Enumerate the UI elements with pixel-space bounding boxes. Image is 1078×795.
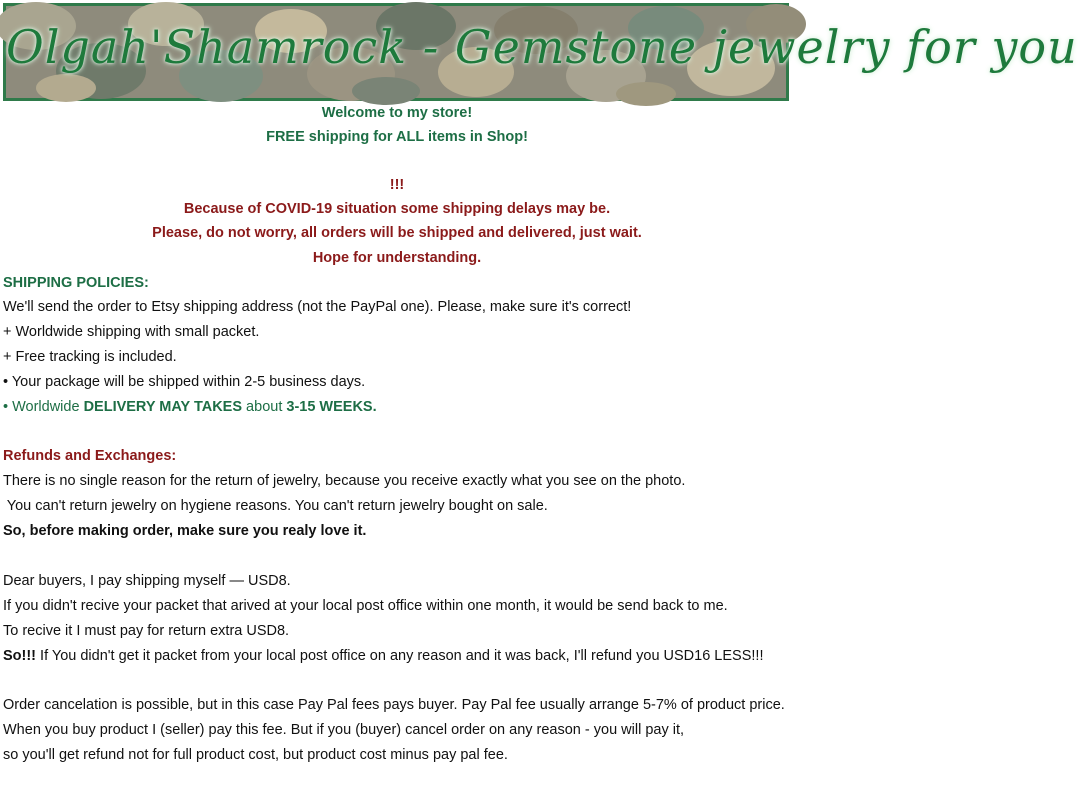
refunds-heading: Refunds and Exchanges: xyxy=(3,448,177,464)
buyers-line-2: If you didn't recive your packet that arived at your local post office within one month, it would be send back to me. xyxy=(3,598,728,614)
covid-line-1: Because of COVID-19 situation some shipping delays may be. xyxy=(183,201,611,217)
shipping-line-1: We'll send the order to Etsy shipping address (not the PayPal one). Please, make sure it's correct! xyxy=(3,299,632,315)
covid-line-2: Please, do not worry, all orders will be shipped and delivered, just wait. xyxy=(152,225,642,241)
covid-exclaim: !!! xyxy=(389,177,405,193)
delivery-emphasis: DELIVERY MAY TAKES xyxy=(83,399,243,415)
cancel-line-3: so you'll get refund not for full product cost, but product cost minus pay pal fee. xyxy=(3,747,508,763)
delivery-prefix: • Worldwide xyxy=(3,399,84,415)
delivery-about: about xyxy=(242,399,287,415)
refunds-line-2: You can't return jewelry on hygiene reasons. You can't return jewelry bought on sale. xyxy=(3,498,548,514)
delivery-weeks: 3-15 WEEKS. xyxy=(286,399,377,415)
cancel-line-1: Order cancelation is possible, but in this case Pay Pal fees pays buyer. Pay Pal fee usually arrange 5-7% of product price. xyxy=(3,697,785,713)
shipping-line-3: + Free tracking is included. xyxy=(3,349,177,365)
buyers-line-4 xyxy=(3,646,791,666)
refund-note: If You didn't get it packet from your local post office on any reason and it was back, I'll refund you USD16 LESS!!! xyxy=(36,648,764,664)
refunds-line-3: So, before making order, make sure you realy love it. xyxy=(3,523,367,539)
welcome-line: Welcome to my store! xyxy=(321,105,473,121)
so-emphasis: So!!! xyxy=(3,648,37,664)
buyers-line-1: Dear buyers, I pay shipping myself — USD8. xyxy=(3,573,291,589)
cancel-line-2: When you buy product I (seller) pay this fee. But if you (buyer) cancel order on any reason - you will pay it, xyxy=(3,722,685,738)
shipping-line-5 xyxy=(3,397,791,417)
refunds-line-1: There is no single reason for the return of jewelry, because you receive exactly what you see on the photo. xyxy=(3,473,686,489)
covid-line-3: Hope for understanding. xyxy=(312,250,482,266)
buyers-line-3: To recive it I must pay for return extra USD8. xyxy=(3,623,290,639)
shipping-line-2: + Worldwide shipping with small packet. xyxy=(3,324,260,340)
shipping-line-4: • Your package will be shipped within 2-5 business days. xyxy=(3,374,366,390)
free-shipping-line: FREE shipping for ALL items in Shop! xyxy=(266,129,528,145)
shipping-heading: SHIPPING POLICIES: xyxy=(3,275,149,291)
store-banner xyxy=(3,3,1078,101)
banner-title: Olgah'Shamrock - Gemstone jewelry for you xyxy=(6,20,1078,74)
